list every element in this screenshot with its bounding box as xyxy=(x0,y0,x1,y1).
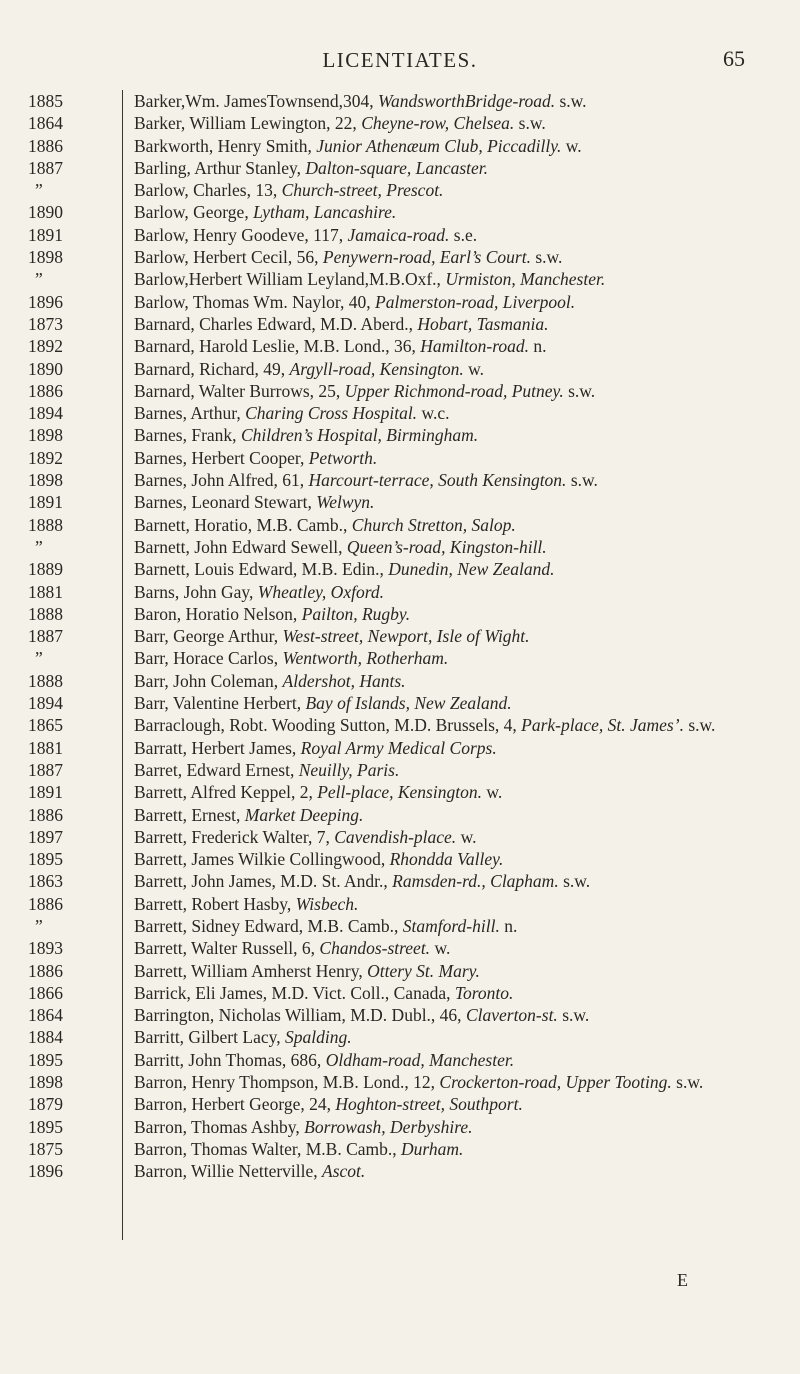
entry-address: Durham. xyxy=(401,1138,464,1159)
entry-year: 1896 xyxy=(28,291,63,312)
entry-name: Barker, William Lewington, 22, xyxy=(134,113,362,134)
entry-name: Barlow, Charles, 13, xyxy=(134,180,282,201)
entry-name: Barritt, Gilbert Lacy, xyxy=(134,1027,285,1048)
entry-year: 1873 xyxy=(28,313,63,334)
entry-address: Queen’s-road, Kingston-hill. xyxy=(346,536,547,557)
entry-name: Barnes, Arthur, xyxy=(134,403,246,424)
entry-text xyxy=(134,335,764,357)
page-number: 65 xyxy=(723,46,745,71)
entry-text xyxy=(134,313,764,335)
list-item xyxy=(0,246,800,268)
entry-address: Aldershot, Hants. xyxy=(282,670,406,691)
entry-text xyxy=(134,759,764,781)
signature-mark: E xyxy=(677,1270,688,1290)
list-item xyxy=(0,491,800,513)
list-item xyxy=(0,625,800,647)
entry-name: Barnard, Charles Edward, M.D. Aberd., xyxy=(134,313,418,334)
list-item xyxy=(0,1071,800,1093)
list-item xyxy=(0,268,800,290)
entry-address: Wentworth, Rotherham. xyxy=(282,648,449,669)
entry-text xyxy=(134,581,764,603)
list-item xyxy=(0,469,800,491)
entry-name: Barr, George Arthur, xyxy=(134,626,283,647)
entry-text xyxy=(134,625,764,647)
entry-year: 1864 xyxy=(28,113,63,134)
list-item xyxy=(0,224,800,246)
list-item xyxy=(0,380,800,402)
entry-year: ” xyxy=(35,648,43,669)
entry-address: Pell-place, Kensington. xyxy=(317,782,482,803)
entry-name: Barlow, Thomas Wm. Naylor, 40, xyxy=(134,291,376,312)
entry-text xyxy=(134,737,764,759)
entry-address: Ottery St. Mary. xyxy=(367,960,480,981)
list-item xyxy=(0,937,800,959)
entry-year: 1888 xyxy=(28,603,63,624)
entry-text xyxy=(134,960,764,982)
entry-address: Pailton, Rugby. xyxy=(301,603,411,624)
entry-address: Crockerton-road, Upper Tooting. xyxy=(439,1072,672,1093)
list-item xyxy=(0,714,800,736)
entry-name: Barker,Wm. JamesTownsend,304, xyxy=(134,91,378,111)
entry-text xyxy=(134,179,764,201)
entry-address: Jamaica-road. xyxy=(347,224,450,245)
entry-year: 1864 xyxy=(28,1005,63,1026)
entry-address: Lytham, Lancashire. xyxy=(253,202,397,223)
list-item xyxy=(0,692,800,714)
entry-address: Urmiston, Manchester. xyxy=(445,269,606,290)
entry-year: 1875 xyxy=(28,1138,63,1159)
entry-address: Spalding. xyxy=(284,1027,352,1048)
entry-district: s.w. xyxy=(555,91,587,111)
entry-year: ” xyxy=(35,180,43,201)
entry-district: s.w. xyxy=(683,715,716,736)
list-item xyxy=(0,804,800,826)
entry-text xyxy=(134,870,764,892)
list-item xyxy=(0,402,800,424)
list-item xyxy=(0,647,800,669)
entry-address: Palmerston-road, Liverpool. xyxy=(375,291,576,312)
entry-name: Barnes, Frank, xyxy=(134,425,241,446)
entry-district: w. xyxy=(481,782,503,803)
entry-name: Barrick, Eli James, M.D. Vict. Coll., Canada, xyxy=(134,982,455,1003)
entry-name: Barr, John Coleman, xyxy=(134,670,283,691)
entry-name: Barr, Valentine Herbert, xyxy=(134,693,306,714)
entry-text xyxy=(134,558,764,580)
entry-year: 1895 xyxy=(28,1116,63,1137)
entry-name: Barnes, John Alfred, 61, xyxy=(134,470,309,491)
entry-year: 1888 xyxy=(28,514,63,535)
entry-address: Hoghton-street, Southport. xyxy=(335,1094,523,1115)
list-item xyxy=(0,135,800,157)
entry-address: Market Deeping. xyxy=(244,804,364,825)
entry-address: Stamford-hill. xyxy=(402,915,500,936)
entry-year: 1887 xyxy=(28,157,63,178)
entry-district: s.w. xyxy=(566,470,598,491)
entry-district: s.e. xyxy=(449,224,478,245)
entry-name: Barrett, Frederick Walter, 7, xyxy=(134,826,335,847)
entry-text xyxy=(134,647,764,669)
entry-address: Wheatley, Oxford. xyxy=(257,581,384,602)
entry-text xyxy=(134,692,764,714)
entry-name: Barron, Henry Thompson, M.B. Lond., 12, xyxy=(134,1072,440,1093)
entry-year: 1895 xyxy=(28,849,63,870)
entry-name: Barrett, Sidney Edward, M.B. Camb., xyxy=(134,915,403,936)
entry-district: w. xyxy=(456,826,477,847)
entry-text xyxy=(134,402,764,424)
entry-district: w. xyxy=(430,938,451,959)
entry-district: w. xyxy=(561,135,582,156)
list-item xyxy=(0,1160,800,1182)
entry-address: Claverton-st. xyxy=(465,1005,558,1026)
entry-year: 1885 xyxy=(28,91,63,111)
entry-address: Argyll-road, Kensington. xyxy=(289,358,464,379)
entry-address: Church-street, Prescot. xyxy=(281,180,444,201)
entry-name: Barrett, John James, M.D. St. Andr., xyxy=(134,871,393,892)
entry-address: Hamilton-road. xyxy=(420,336,529,357)
entry-address: Upper Richmond-road, Putney. xyxy=(344,380,564,401)
entry-name: Barrett, Robert Hasby, xyxy=(134,893,296,914)
entry-address: Chandos-street. xyxy=(319,938,431,959)
list-item xyxy=(0,737,800,759)
entry-name: Barret, Edward Ernest, xyxy=(134,759,299,780)
entry-name: Barling, Arthur Stanley, xyxy=(134,157,306,178)
list-item xyxy=(0,514,800,536)
entry-address: Royal Army Medical Corps. xyxy=(300,737,497,758)
entry-address: Cheyne-row, Chelsea. xyxy=(361,113,515,134)
entry-year: 1891 xyxy=(28,782,63,803)
entry-year: 1888 xyxy=(28,670,63,691)
entry-name: Barrington, Nicholas William, M.D. Dubl., 46, xyxy=(134,1005,466,1026)
list-item xyxy=(0,1049,800,1071)
entry-year: 1884 xyxy=(28,1027,63,1048)
entry-year: 1866 xyxy=(28,982,63,1003)
entry-name: Barr, Horace Carlos, xyxy=(134,648,283,669)
licentiate-list xyxy=(0,90,800,1183)
entry-district: s.w. xyxy=(530,247,563,268)
entry-year: 1892 xyxy=(28,336,63,357)
list-item xyxy=(0,982,800,1004)
entry-year: 1887 xyxy=(28,759,63,780)
entry-text xyxy=(134,937,764,959)
entry-name: Barron, Thomas Ashby, xyxy=(134,1116,305,1137)
entry-district: w. xyxy=(463,358,484,379)
entry-address: Wisbech. xyxy=(295,893,359,914)
entry-year: 1891 xyxy=(28,492,63,513)
entry-name: Barlow, Herbert Cecil, 56, xyxy=(134,247,323,268)
entry-address: Toronto. xyxy=(454,982,514,1003)
entry-text xyxy=(134,447,764,469)
entry-text xyxy=(134,380,764,402)
entry-name: Barlow, George, xyxy=(134,202,254,223)
entry-text xyxy=(134,135,764,157)
entry-address: Park-place, St. James’. xyxy=(521,715,684,736)
list-item xyxy=(0,1138,800,1160)
list-item xyxy=(0,670,800,692)
entry-text xyxy=(134,224,764,246)
list-item xyxy=(0,90,800,112)
entry-text xyxy=(134,804,764,826)
entry-year: 1865 xyxy=(28,715,63,736)
entry-text xyxy=(134,201,764,223)
entry-text xyxy=(134,603,764,625)
entry-name: Barron, Herbert George, 24, xyxy=(134,1094,336,1115)
entry-year: 1895 xyxy=(28,1049,63,1070)
list-item xyxy=(0,179,800,201)
entry-address: Dalton-square, Lancaster. xyxy=(305,157,489,178)
entry-text xyxy=(134,491,764,513)
entry-address: Dunedin, New Zealand. xyxy=(388,559,555,580)
list-item xyxy=(0,358,800,380)
entry-district: s.w. xyxy=(514,113,546,134)
entry-address: Church Stretton, Salop. xyxy=(351,514,516,535)
entry-name: Barrett, Alfred Keppel, 2, xyxy=(134,782,318,803)
entry-address: Borrowash, Derbyshire. xyxy=(304,1116,473,1137)
entry-name: Barraclough, Robt. Wooding Sutton, M.D. Brussels, 4, xyxy=(134,715,522,736)
entry-name: Barnett, John Edward Sewell, xyxy=(134,536,347,557)
entry-year: ” xyxy=(35,269,43,290)
list-item xyxy=(0,870,800,892)
entry-year: 1881 xyxy=(28,737,63,758)
list-item xyxy=(0,335,800,357)
entry-address: Ramsden-rd., Clapham. xyxy=(392,871,559,892)
entry-text xyxy=(134,246,764,268)
list-item xyxy=(0,558,800,580)
entry-district: n. xyxy=(499,915,518,936)
list-item xyxy=(0,893,800,915)
entry-text xyxy=(134,670,764,692)
entry-text xyxy=(134,536,764,558)
list-item xyxy=(0,781,800,803)
entry-year: 1894 xyxy=(28,693,63,714)
entry-text xyxy=(134,1049,764,1071)
entry-text xyxy=(134,781,764,803)
entry-year: 1887 xyxy=(28,626,63,647)
entry-year: 1898 xyxy=(28,470,63,491)
entry-text xyxy=(134,982,764,1004)
entry-name: Barnard, Walter Burrows, 25, xyxy=(134,380,345,401)
list-item xyxy=(0,313,800,335)
list-item xyxy=(0,291,800,313)
entry-text xyxy=(134,1116,764,1138)
entry-district: w.c. xyxy=(417,403,450,424)
entry-text xyxy=(134,893,764,915)
list-item xyxy=(0,447,800,469)
entry-year: ” xyxy=(35,915,43,936)
list-item xyxy=(0,915,800,937)
list-item xyxy=(0,826,800,848)
entry-text xyxy=(134,1071,764,1093)
entry-text xyxy=(134,291,764,313)
entry-year: 1898 xyxy=(28,1072,63,1093)
entry-name: Barnes, Leonard Stewart, xyxy=(134,492,317,513)
entry-name: Barnes, Herbert Cooper, xyxy=(134,447,309,468)
list-item xyxy=(0,201,800,223)
entry-text xyxy=(134,358,764,380)
entry-name: Barlow, Henry Goodeve, 117, xyxy=(134,224,348,245)
entry-year: 1897 xyxy=(28,826,63,847)
entry-text xyxy=(134,915,764,937)
list-item xyxy=(0,603,800,625)
entry-address: Neuilly, Paris. xyxy=(298,759,400,780)
entry-year: 1886 xyxy=(28,893,63,914)
entry-address: Children’s Hospital, Birmingham. xyxy=(240,425,479,446)
entry-name: Barns, John Gay, xyxy=(134,581,258,602)
entry-year: 1881 xyxy=(28,581,63,602)
entry-year: 1898 xyxy=(28,425,63,446)
entry-address: Penywern-road, Earl’s Court. xyxy=(322,247,531,268)
entry-address: Hobart, Tasmania. xyxy=(417,313,549,334)
entry-year: 1886 xyxy=(28,380,63,401)
entry-address: Oldham-road, Manchester. xyxy=(325,1049,515,1070)
entry-name: Barnett, Louis Edward, M.B. Edin., xyxy=(134,559,389,580)
entry-name: Barrett, Ernest, xyxy=(134,804,245,825)
list-item xyxy=(0,157,800,179)
entry-year: 1889 xyxy=(28,559,63,580)
entry-text xyxy=(134,1138,764,1160)
list-item xyxy=(0,1004,800,1026)
entry-name: Barlow,Herbert William Leyland,M.B.Oxf., xyxy=(134,269,446,290)
entry-year: 1896 xyxy=(28,1161,63,1182)
entry-year: 1886 xyxy=(28,135,63,156)
list-item xyxy=(0,1093,800,1115)
list-item xyxy=(0,536,800,558)
running-title: LICENTIATES. xyxy=(322,48,478,72)
entry-text xyxy=(134,469,764,491)
entry-name: Barrett, William Amherst Henry, xyxy=(134,960,368,981)
entry-name: Barrett, James Wilkie Collingwood, xyxy=(134,849,390,870)
entry-text xyxy=(134,157,764,179)
entry-name: Baron, Horatio Nelson, xyxy=(134,603,302,624)
entry-year: 1879 xyxy=(28,1094,63,1115)
entry-address: Charing Cross Hospital. xyxy=(245,403,418,424)
list-item xyxy=(0,1116,800,1138)
entry-year: 1892 xyxy=(28,447,63,468)
entry-address: Cavendish-place. xyxy=(334,826,457,847)
entry-name: Barrett, Walter Russell, 6, xyxy=(134,938,320,959)
entry-address: WandsworthBridge-road. xyxy=(378,91,556,111)
entry-address: Rhondda Valley. xyxy=(389,849,504,870)
entry-text xyxy=(134,1026,764,1048)
entry-year: 1890 xyxy=(28,202,63,223)
entry-text xyxy=(134,714,764,736)
list-item xyxy=(0,424,800,446)
entry-district: s.w. xyxy=(563,380,596,401)
entry-district: n. xyxy=(529,336,547,357)
entry-address: Petworth. xyxy=(308,447,378,468)
entry-district: s.w. xyxy=(558,871,591,892)
entry-address: Ascot. xyxy=(322,1161,366,1182)
list-item xyxy=(0,581,800,603)
entry-district: s.w. xyxy=(671,1072,704,1093)
entry-name: Barkworth, Henry Smith, xyxy=(134,135,317,156)
entry-address: Bay of Islands, New Zealand. xyxy=(305,693,512,714)
entry-address: Junior Athenæum Club, Piccadilly. xyxy=(316,135,562,156)
entry-text xyxy=(134,826,764,848)
list-item xyxy=(0,1026,800,1048)
entry-text xyxy=(134,1093,764,1115)
page-header xyxy=(0,46,800,76)
entry-year: 1891 xyxy=(28,224,63,245)
entry-text xyxy=(134,424,764,446)
entry-address: Welwyn. xyxy=(316,492,375,513)
entry-year: 1886 xyxy=(28,960,63,981)
entry-name: Barron, Thomas Walter, M.B. Camb., xyxy=(134,1138,402,1159)
entry-year: 1863 xyxy=(28,871,63,892)
entry-year: 1890 xyxy=(28,358,63,379)
list-item xyxy=(0,960,800,982)
entry-year: 1898 xyxy=(28,247,63,268)
entry-name: Barnett, Horatio, M.B. Camb., xyxy=(134,514,352,535)
entry-name: Barron, Willie Netterville, xyxy=(134,1161,323,1182)
entry-name: Barritt, John Thomas, 686, xyxy=(134,1049,326,1070)
entry-text xyxy=(134,848,764,870)
entry-address: West-street, Newport, Isle of Wight. xyxy=(282,626,530,647)
entry-text xyxy=(134,90,764,112)
list-item xyxy=(0,759,800,781)
entry-year: 1893 xyxy=(28,938,63,959)
entry-text xyxy=(134,1160,764,1182)
entry-text xyxy=(134,112,764,134)
entry-text xyxy=(134,268,764,290)
entry-name: Barnard, Richard, 49, xyxy=(134,358,290,379)
entry-district: s.w. xyxy=(557,1005,590,1026)
entry-name: Barratt, Herbert James, xyxy=(134,737,301,758)
entry-text xyxy=(134,1004,764,1026)
entry-year: 1886 xyxy=(28,804,63,825)
list-item xyxy=(0,112,800,134)
entry-year: ” xyxy=(35,536,43,557)
entry-address: Harcourt-terrace, South Kensington. xyxy=(308,470,567,491)
entry-year: 1894 xyxy=(28,403,63,424)
entry-name: Barnard, Harold Leslie, M.B. Lond., 36, xyxy=(134,336,421,357)
entry-text xyxy=(134,514,764,536)
list-item xyxy=(0,848,800,870)
